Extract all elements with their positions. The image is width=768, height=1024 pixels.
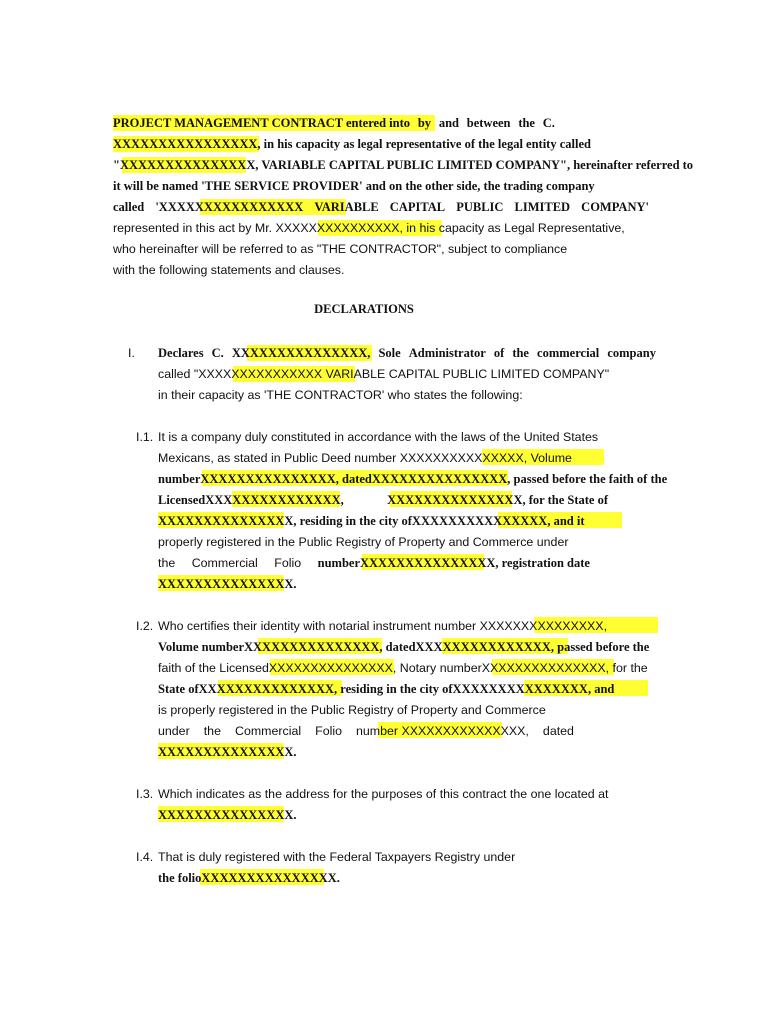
intro-w: called: [113, 200, 145, 214]
i1-line-1: It is a company duly constituted in accordance with the laws of the United States: [158, 430, 599, 444]
decl-number: I.: [128, 346, 135, 360]
clause-number: I.4.: [136, 850, 154, 864]
i2-w: dated: [542, 724, 574, 738]
decl1-w: XXXXXXXXXXXXXXX,: [231, 346, 371, 360]
decl1-w: Administrator: [408, 346, 486, 360]
i2-line-6: [158, 721, 574, 741]
i2-w: the: [203, 724, 221, 738]
decl1-w: C.: [211, 346, 224, 360]
decl1-w: Declares: [158, 346, 204, 360]
i1-w: numberXXXXXXXXXXXXXXX, registration date: [317, 556, 590, 570]
i2-line-4: State ofXXXXXXXXXXXXXXX, residing in the city ofXXXXXXXXXXXXXXX, and: [158, 682, 615, 696]
i3-line-1: Which indicates as the address for the purposes of this contract the one located at: [158, 787, 609, 801]
decl1-w: commercial: [537, 346, 600, 360]
intro-line-8: with the following statements and clauses.: [113, 263, 345, 277]
i1-line-4: [158, 490, 608, 510]
intro-line-7: who hereinafter will be referred to as "THE CONTRACTOR", subject to compliance: [113, 242, 568, 256]
declarations-heading: DECLARATIONS: [314, 302, 414, 316]
clause-number: I.2.: [136, 619, 154, 633]
i3-line-2: XXXXXXXXXXXXXXX.: [158, 808, 297, 822]
intro-w: C.: [542, 116, 555, 130]
i1-line-7: [158, 553, 590, 573]
i1-line-6: properly registered in the Public Registry of Property and Commerce under: [158, 535, 569, 549]
clause-number: I.3.: [136, 787, 154, 801]
intro-line-3: "XXXXXXXXXXXXXXX, VARIABLE CAPITAL PUBLIC LIMITED COMPANY", hereinafter referred to: [113, 158, 694, 172]
i2-w: under: [158, 724, 190, 738]
intro-line-6: represented in this act by Mr. XXXXXXXXXXXXXXX, in his capacity as Legal Representative,: [113, 221, 625, 235]
decl1-w: Sole: [378, 346, 401, 360]
i1-line-5: XXXXXXXXXXXXXXX, residing in the city ofXXXXXXXXXXXXXXX, and it: [158, 514, 585, 528]
i2-line-3: faith of the LicensedXXXXXXXXXXXXXXX, Notary numberXXXXXXXXXXXXXXX, for the: [158, 661, 648, 675]
i4-line-2: the folioXXXXXXXXXXXXXXX.: [158, 871, 340, 885]
intro-w: 'XXXXXXXXXXXXXXXX: [155, 200, 304, 214]
intro-line-4: it will be named 'THE SERVICE PROVIDER' and on the other side, the trading company: [113, 179, 595, 193]
intro-w: LIMITED: [514, 200, 571, 214]
intro-w: PROJECT MANAGEMENT CONTRACT entered into: [113, 116, 411, 130]
intro-w: between: [466, 116, 511, 130]
i1-w: LicensedXXXXXXXXXXXXXXX,: [158, 493, 344, 507]
decl1-w: the: [512, 346, 529, 360]
i2-w: number XXXXXXXXXXXXXXX,: [356, 724, 529, 738]
clause-number: I.1.: [136, 430, 154, 444]
intro-w: the: [518, 116, 535, 130]
decl1-w: company: [607, 346, 656, 360]
i2-w: Commercial: [235, 724, 302, 738]
decl1-line-2: called "XXXXXXXXXXXXXXX VARIABLE CAPITAL PUBLIC LIMITED COMPANY": [158, 367, 610, 381]
i2-line-2: Volume numberXXXXXXXXXXXXXXX, datedXXXXXXXXXXXXXXX, passed before the: [158, 640, 650, 654]
i1-line-3: numberXXXXXXXXXXXXXXX, datedXXXXXXXXXXXXXXX, passed before the faith of the: [158, 472, 668, 486]
intro-line-1: [113, 113, 555, 133]
intro-w: and: [438, 116, 459, 130]
intro-w: PUBLIC: [456, 200, 504, 214]
intro-w: by: [417, 116, 432, 130]
intro-w: COMPANY': [581, 200, 649, 214]
i2-w: Folio: [315, 724, 342, 738]
decl1-line-1: [158, 343, 656, 363]
i1-line-8: XXXXXXXXXXXXXXX.: [158, 577, 297, 591]
intro-line-2: XXXXXXXXXXXXXXXX, in his capacity as legal representative of the legal entity called: [113, 137, 591, 151]
i2-line-1: Who certifies their identity with notarial instrument number XXXXXXXXXXXXXXX,: [158, 619, 608, 633]
i1-line-2: Mexicans, as stated in Public Deed number XXXXXXXXXXXXXXX, Volume: [158, 451, 572, 465]
i1-w: Commercial: [191, 556, 258, 570]
i4-line-1: That is duly registered with the Federal Taxpayers Registry under: [158, 850, 516, 864]
decl1-w: of: [493, 346, 505, 360]
i1-w: the: [158, 556, 176, 570]
decl1-line-3: in their capacity as 'THE CONTRACTOR' who states the following:: [158, 388, 523, 402]
intro-w: CAPITAL: [389, 200, 446, 214]
intro-w: VARIABLE: [314, 200, 379, 214]
i1-w: Folio: [274, 556, 302, 570]
intro-line-5: [113, 197, 649, 217]
i2-line-5: is properly registered in the Public Registry of Property and Commerce: [158, 703, 546, 717]
i1-w: XXXXXXXXXXXXXXX, for the State of: [387, 493, 608, 507]
i2-line-7: XXXXXXXXXXXXXXX.: [158, 745, 297, 759]
